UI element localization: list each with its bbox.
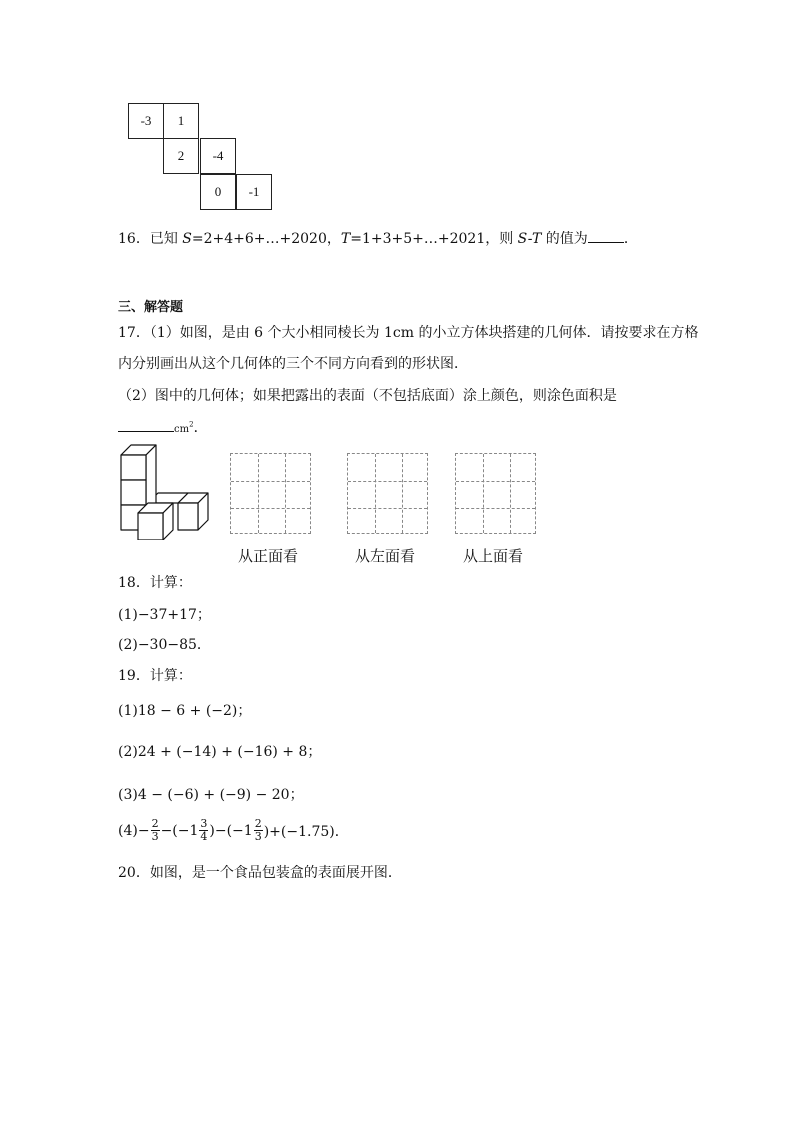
q16-tail: 的值为 [541,231,588,247]
q17-unit-sup: 2 [189,420,194,429]
caption-top-view: 从上面看 [463,547,524,565]
q16-var-t: T [340,231,351,247]
q17-line2: 内分别画出从这个几何体的三个不同方向看到的形状图． [118,356,468,372]
q17-answer-blank[interactable] [118,431,174,432]
q19-p3-c: + [198,787,220,803]
net-cell: 2 [163,138,199,174]
q19-p2-b: (−14) [176,744,217,760]
q19-p2-d: (−16) [237,744,278,760]
q19-p4-a: (4)− [118,822,150,839]
left-view-grid[interactable] [347,453,428,534]
q19-part3 [118,784,304,804]
question-16 [118,228,638,248]
q19-part4 [118,818,349,843]
q19-title: 19．计算： [118,668,192,684]
q16-var-s: S [182,231,192,247]
fraction-3-4: $\frac{3}{4}$ [200,817,208,843]
q18-part1: (1)−37+17； [118,607,211,623]
net-cell: 1 [163,103,199,139]
q19-p3-b: (−6) [167,787,199,803]
q17-answer-line [118,417,208,437]
q16-t-expr: =1+3+5+…+2021，则 [350,231,518,247]
q19-p3-e: − 20； [251,787,304,803]
q19-p4-c: )−(−1 [209,822,253,839]
front-view-grid[interactable] [230,453,311,534]
net-cell: 0 [200,174,236,210]
fraction-2-3-b: $\frac{2}{3}$ [254,817,262,843]
fraction-2-3: $\frac{2}{3}$ [151,817,159,843]
caption-left-view: 从左面看 [355,547,416,565]
q19-part2 [118,741,321,761]
question-20: 20．如图，是一个食品包装盒的表面展开图． [118,865,402,881]
q19-p2-c: + [216,744,238,760]
q19-p2-a: (2)24 + [118,744,177,760]
net-cell: -4 [200,138,236,174]
q19-p2-e: + 8； [277,744,322,760]
top-view-grid[interactable] [455,453,536,534]
net-cell: -1 [236,174,272,210]
q19-p4-d: )+(−1.75)． [263,823,349,840]
q17-line3: （2）图中的几何体；如果把露出的表面（不包括底面）涂上颜色，则涂色面积是 [118,388,617,404]
q19-p3-a: (3)4 − [118,787,168,803]
q16-s-minus-t: S-T [517,231,542,247]
q16-end: ． [623,231,638,247]
cube-solid-figure [116,440,216,540]
q17-line1: 17．（1）如图，是由 6 个大小相同棱长为 1cm 的小立方体块搭建的几何体．请按要求在方格 [118,325,699,341]
q17-unit: cm [174,424,190,435]
q16-s-expr: =2+4+6+…+2020， [191,231,341,247]
net-cell: -3 [128,103,164,139]
q18-part2: (2)−30−85． [118,637,211,653]
q17-end: ． [193,420,208,436]
q18-title: 18．计算： [118,575,192,591]
q19-part1: (1)18 − 6 + (−2)； [118,703,252,719]
section-heading: 三、解答题 [118,300,184,315]
q16-number: 16．已知 [118,231,183,247]
caption-front-view: 从正面看 [238,547,299,565]
q16-answer-blank[interactable] [588,242,624,243]
q19-p4-b: −(−1 [160,822,199,839]
q19-p3-d: (−9) [219,787,252,803]
